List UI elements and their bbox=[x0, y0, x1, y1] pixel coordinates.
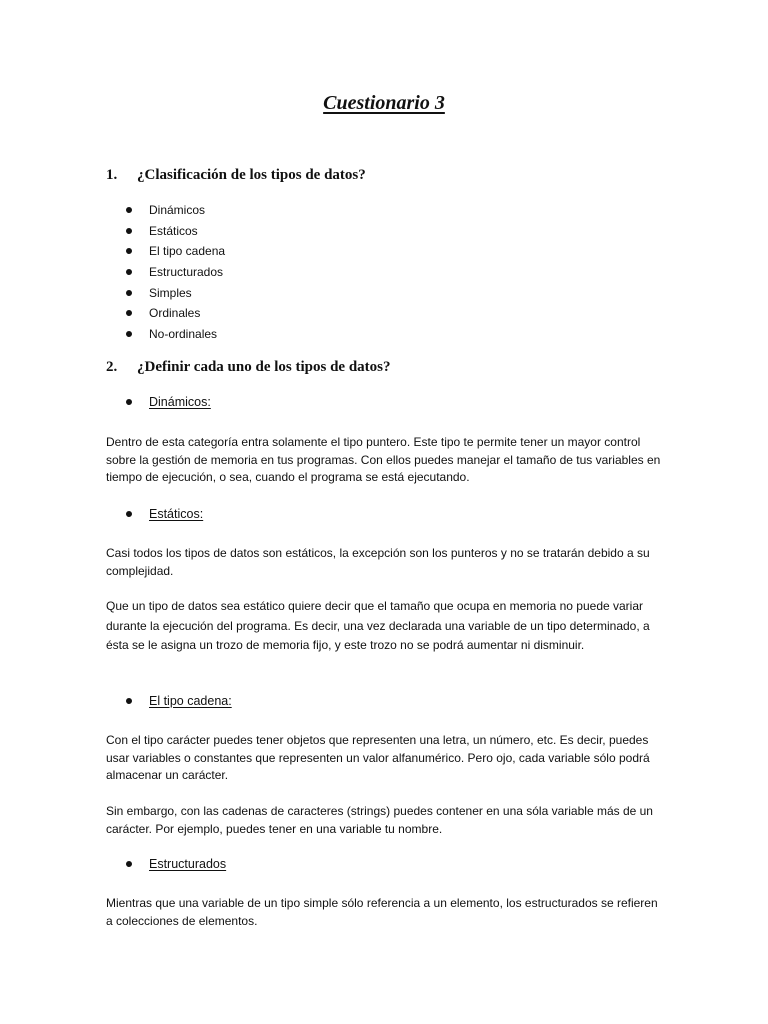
question-2-number: 2. bbox=[106, 359, 118, 375]
list-item: Dinámicos bbox=[126, 200, 225, 221]
list-item: Simples bbox=[126, 283, 225, 304]
page-title: Cuestionario 3 bbox=[323, 92, 445, 114]
list-item: El tipo cadena bbox=[126, 241, 225, 262]
bullet-icon bbox=[126, 207, 132, 213]
question-2-heading bbox=[106, 359, 391, 376]
list-item: Ordinales bbox=[126, 303, 225, 324]
question-2-text: ¿Definir cada uno de los tipos de datos? bbox=[137, 359, 391, 375]
question-1-heading bbox=[106, 167, 366, 184]
subheading-estructurados: Estructurados bbox=[126, 857, 226, 871]
bullet-icon bbox=[126, 331, 132, 337]
bullet-icon bbox=[126, 861, 132, 867]
paragraph-cadena-2: Sin embargo, con las cadenas de caracteres (strings) puedes contener en una sóla variable más de un carácter. Por ejemplo, puedes tener en una variable tu nombre. bbox=[106, 804, 653, 836]
subheading-cadena: El tipo cadena: bbox=[126, 694, 232, 708]
question-1-text: ¿Clasificación de los tipos de datos? bbox=[137, 167, 366, 183]
paragraph-estaticos-1: Casi todos los tipos de datos son estáticos, la excepción son los punteros y no se tratarán debido a su complejidad. bbox=[106, 546, 650, 578]
list-item: No-ordinales bbox=[126, 324, 225, 345]
bullet-icon bbox=[126, 310, 132, 316]
bullet-icon bbox=[126, 698, 132, 704]
subheading-estaticos: Estáticos: bbox=[126, 507, 203, 521]
data-types-list bbox=[126, 200, 225, 345]
paragraph-estaticos-2: Que un tipo de datos sea estático quiere decir que el tamaño que ocupa en memoria no puede variar durante la ejecución del programa. Es decir, una vez declarada una variable de un tipo determinado, a ésta se le asigna un trozo de memoria fijo, y este trozo no se podrá aumentar ni disminuir. bbox=[106, 599, 650, 652]
list-item: Estructurados bbox=[126, 262, 225, 283]
question-1-number: 1. bbox=[106, 167, 118, 183]
paragraph-dinamicos: Dentro de esta categoría entra solamente el tipo puntero. Este tipo te permite tener un mayor control sobre la gestión de memoria en tus programas. Con ellos puedes manejar el tamaño de tus variables en tiempo de ejecución, o sea, cuando el programa se está ejecutando. bbox=[106, 435, 661, 484]
paragraph-estructurados: Mientras que una variable de un tipo simple sólo referencia a un elemento, los estructurados se refieren a colecciones de elementos. bbox=[106, 896, 658, 928]
bullet-icon bbox=[126, 290, 132, 296]
bullet-icon bbox=[126, 228, 132, 234]
bullet-icon bbox=[126, 248, 132, 254]
list-item: Estáticos bbox=[126, 221, 225, 242]
bullet-icon bbox=[126, 269, 132, 275]
bullet-icon bbox=[126, 511, 132, 517]
paragraph-cadena-1: Con el tipo carácter puedes tener objetos que representen una letra, un número, etc. Es decir, puedes usar variables o constantes que representen un valor alfanumérico. Pero ojo, cada variable sólo podrá almacenar un carácter. bbox=[106, 733, 650, 782]
bullet-icon bbox=[126, 399, 132, 405]
subheading-dinamicos: Dinámicos: bbox=[126, 395, 211, 409]
